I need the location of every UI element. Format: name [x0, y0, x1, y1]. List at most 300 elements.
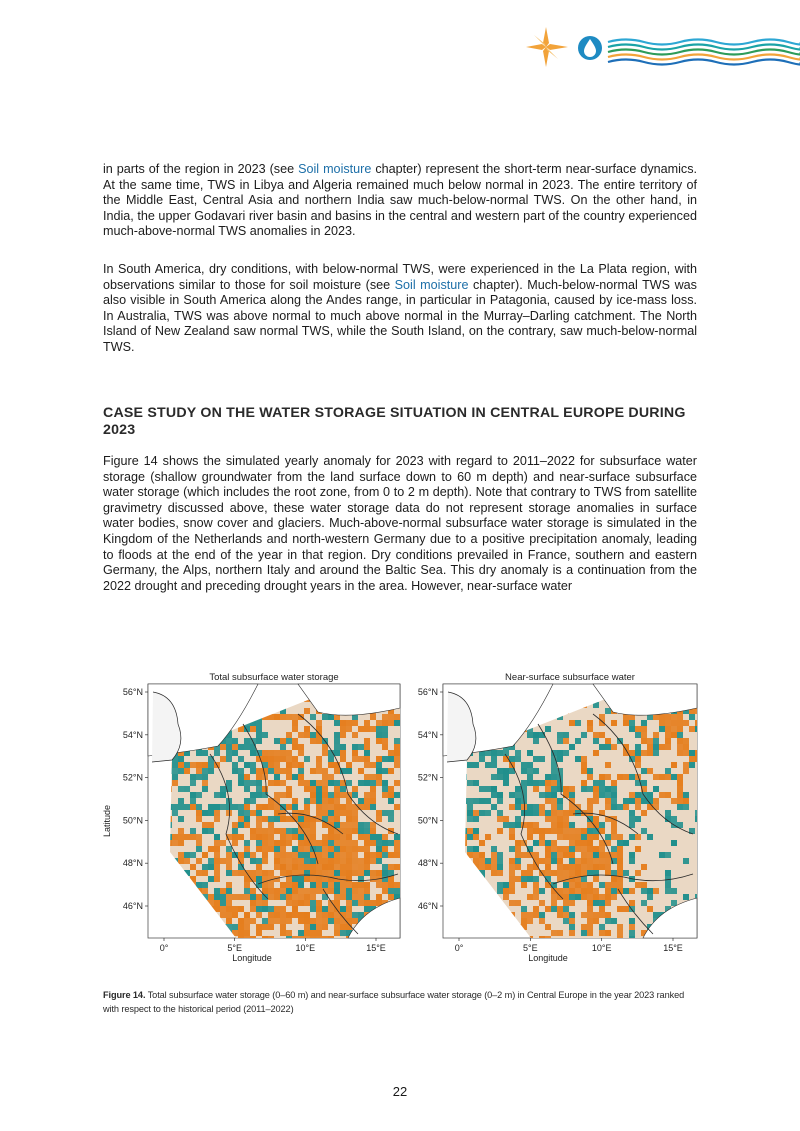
anomaly-cell	[665, 768, 671, 774]
anomaly-cell	[683, 720, 689, 726]
anomaly-cell	[394, 792, 400, 798]
anomaly-cell	[286, 738, 292, 744]
anomaly-cell	[521, 882, 527, 888]
anomaly-cell	[184, 852, 190, 858]
anomaly-cell	[190, 804, 196, 810]
anomaly-cell	[647, 894, 653, 900]
anomaly-cell	[298, 936, 304, 942]
anomaly-cell	[304, 780, 310, 786]
anomaly-cell	[563, 852, 569, 858]
anomaly-cell	[226, 846, 232, 852]
anomaly-cell	[340, 756, 346, 762]
anomaly-cell	[226, 864, 232, 870]
anomaly-cell	[467, 828, 473, 834]
anomaly-cell	[551, 792, 557, 798]
anomaly-cell	[665, 852, 671, 858]
anomaly-cell	[292, 774, 298, 780]
anomaly-cell	[382, 744, 388, 750]
anomaly-cell	[599, 858, 605, 864]
anomaly-cell	[364, 798, 370, 804]
anomaly-cell	[178, 852, 184, 858]
anomaly-cell	[593, 732, 599, 738]
anomaly-cell	[370, 858, 376, 864]
anomaly-cell	[605, 738, 611, 744]
anomaly-cell	[593, 750, 599, 756]
anomaly-cell	[328, 852, 334, 858]
anomaly-cell	[388, 786, 394, 792]
anomaly-cell	[178, 762, 184, 768]
anomaly-cell	[250, 888, 256, 894]
anomaly-cell	[683, 894, 689, 900]
anomaly-cell	[292, 828, 298, 834]
anomaly-cell	[388, 798, 394, 804]
anomaly-cell	[539, 900, 545, 906]
anomaly-cell	[382, 756, 388, 762]
anomaly-cell	[527, 912, 533, 918]
anomaly-cell	[196, 834, 202, 840]
anomaly-cell	[262, 906, 268, 912]
anomaly-cell	[587, 882, 593, 888]
anomaly-cell	[605, 798, 611, 804]
anomaly-cell	[286, 882, 292, 888]
anomaly-cell	[322, 906, 328, 912]
anomaly-cell	[292, 858, 298, 864]
anomaly-cell	[202, 828, 208, 834]
anomaly-cell	[665, 888, 671, 894]
anomaly-cell	[268, 834, 274, 840]
anomaly-cell	[605, 882, 611, 888]
anomaly-cell	[629, 936, 635, 942]
anomaly-cell	[202, 822, 208, 828]
anomaly-cell	[635, 882, 641, 888]
anomaly-cell	[581, 924, 587, 930]
anomaly-cell	[623, 906, 629, 912]
anomaly-cell	[364, 774, 370, 780]
anomaly-cell	[340, 846, 346, 852]
anomaly-cell	[370, 834, 376, 840]
anomaly-cell	[491, 858, 497, 864]
anomaly-cell	[557, 906, 563, 912]
anomaly-cell	[364, 888, 370, 894]
anomaly-cell	[346, 726, 352, 732]
anomaly-cell	[340, 888, 346, 894]
anomaly-cell	[250, 750, 256, 756]
anomaly-cell	[298, 900, 304, 906]
anomaly-cell	[388, 810, 394, 816]
anomaly-cell	[394, 888, 400, 894]
anomaly-cell	[605, 774, 611, 780]
anomaly-cell	[340, 840, 346, 846]
anomaly-cell	[226, 870, 232, 876]
anomaly-cell	[569, 846, 575, 852]
paragraph-figure-14-description	[103, 454, 697, 594]
anomaly-cell	[376, 726, 382, 732]
anomaly-cell	[539, 912, 545, 918]
anomaly-cell	[551, 804, 557, 810]
anomaly-cell	[346, 768, 352, 774]
anomaly-cell	[605, 792, 611, 798]
anomaly-cell	[310, 732, 316, 738]
anomaly-cell	[202, 768, 208, 774]
anomaly-cell	[256, 774, 262, 780]
anomaly-cell	[394, 738, 400, 744]
anomaly-cell	[286, 750, 292, 756]
anomaly-cell	[382, 792, 388, 798]
anomaly-cell	[509, 834, 515, 840]
anomaly-cell	[388, 714, 394, 720]
anomaly-cell	[232, 834, 238, 840]
anomaly-cell	[286, 912, 292, 918]
anomaly-cell	[340, 786, 346, 792]
anomaly-cell	[256, 924, 262, 930]
x-tick-label: 10°E	[591, 943, 612, 953]
anomaly-cell	[515, 798, 521, 804]
paragraph-text: in parts of the region in 2023 (see	[103, 162, 299, 176]
anomaly-cell	[178, 834, 184, 840]
anomaly-cell	[545, 798, 551, 804]
anomaly-cell	[623, 720, 629, 726]
anomaly-cell	[250, 828, 256, 834]
anomaly-cell	[545, 774, 551, 780]
anomaly-cell	[244, 918, 250, 924]
anomaly-cell	[539, 858, 545, 864]
anomaly-cell	[376, 858, 382, 864]
anomaly-cell	[587, 798, 593, 804]
anomaly-cell	[527, 774, 533, 780]
anomaly-cell	[593, 888, 599, 894]
anomaly-cell	[202, 870, 208, 876]
anomaly-cell	[485, 810, 491, 816]
anomaly-cell	[575, 804, 581, 810]
anomaly-cell	[280, 792, 286, 798]
anomaly-cell	[611, 786, 617, 792]
anomaly-cell	[322, 888, 328, 894]
anomaly-cell	[376, 756, 382, 762]
anomaly-cell	[533, 804, 539, 810]
anomaly-cell	[286, 918, 292, 924]
anomaly-cell	[262, 894, 268, 900]
anomaly-cell	[557, 870, 563, 876]
anomaly-cell	[683, 804, 689, 810]
anomaly-cell	[599, 852, 605, 858]
anomaly-cell	[545, 810, 551, 816]
anomaly-cell	[563, 834, 569, 840]
anomaly-cell	[370, 792, 376, 798]
anomaly-cell	[358, 858, 364, 864]
anomaly-cell	[184, 804, 190, 810]
anomaly-cell	[352, 918, 358, 924]
anomaly-cell	[557, 756, 563, 762]
anomaly-cell	[671, 774, 677, 780]
anomaly-cell	[226, 780, 232, 786]
anomaly-cell	[521, 780, 527, 786]
anomaly-cell	[256, 720, 262, 726]
paragraph-text: chapter) represent the short-term near-surface dynamics. At the same time, TWS in Libya and Algeria remained much below normal in 2023. The entire territory of the Middle East, Central Asia and northern India saw much-below-normal TWS. On the other hand, in India, the upper Godavari river basin and basins in the central and western part of the country experienced much-above-normal TWS anomalies in 2023.	[103, 162, 698, 239]
anomaly-cell	[262, 840, 268, 846]
anomaly-cell	[238, 894, 244, 900]
anomaly-cell	[623, 888, 629, 894]
anomaly-cell	[274, 762, 280, 768]
anomaly-cell	[286, 804, 292, 810]
anomaly-cell	[358, 822, 364, 828]
anomaly-cell	[172, 780, 178, 786]
anomaly-cell	[334, 930, 340, 936]
anomaly-cell	[286, 756, 292, 762]
anomaly-cell	[479, 864, 485, 870]
anomaly-cell	[376, 738, 382, 744]
anomaly-cell	[611, 792, 617, 798]
anomaly-cell	[232, 822, 238, 828]
anomaly-cell	[617, 882, 623, 888]
anomaly-cell	[280, 888, 286, 894]
anomaly-cell	[316, 804, 322, 810]
anomaly-cell	[569, 828, 575, 834]
anomaly-cell	[346, 828, 352, 834]
anomaly-cell	[316, 888, 322, 894]
anomaly-cell	[238, 936, 244, 942]
anomaly-cell	[214, 834, 220, 840]
anomaly-cell	[268, 840, 274, 846]
anomaly-cell	[232, 924, 238, 930]
anomaly-cell	[635, 804, 641, 810]
anomaly-cell	[473, 828, 479, 834]
anomaly-cell	[509, 888, 515, 894]
anomaly-cell	[316, 882, 322, 888]
anomaly-cell	[244, 822, 250, 828]
anomaly-cell	[358, 780, 364, 786]
anomaly-cell	[250, 918, 256, 924]
anomaly-cell	[515, 852, 521, 858]
anomaly-cell	[671, 888, 677, 894]
anomaly-cell	[569, 834, 575, 840]
anomaly-cell	[304, 888, 310, 894]
anomaly-cell	[557, 822, 563, 828]
anomaly-cell	[551, 852, 557, 858]
anomaly-cell	[358, 900, 364, 906]
anomaly-cell	[653, 804, 659, 810]
anomaly-cell	[491, 786, 497, 792]
anomaly-cell	[238, 804, 244, 810]
anomaly-cell	[479, 858, 485, 864]
anomaly-cell	[394, 720, 400, 726]
anomaly-cell	[316, 786, 322, 792]
anomaly-cell	[310, 894, 316, 900]
anomaly-cell	[695, 810, 700, 816]
anomaly-cell	[521, 912, 527, 918]
anomaly-cell	[328, 756, 334, 762]
anomaly-cell	[617, 870, 623, 876]
anomaly-cell	[503, 822, 509, 828]
anomaly-cell	[244, 762, 250, 768]
anomaly-cell	[647, 888, 653, 894]
anomaly-cell	[346, 852, 352, 858]
anomaly-cell	[292, 882, 298, 888]
anomaly-cell	[551, 768, 557, 774]
anomaly-cell	[292, 888, 298, 894]
anomaly-cell	[322, 864, 328, 870]
anomaly-cell	[629, 720, 635, 726]
anomaly-cell	[671, 798, 677, 804]
anomaly-cell	[593, 918, 599, 924]
anomaly-cell	[190, 834, 196, 840]
anomaly-cell	[274, 714, 280, 720]
anomaly-cell	[298, 912, 304, 918]
anomaly-cell	[382, 882, 388, 888]
anomaly-cell	[352, 750, 358, 756]
anomaly-cell	[551, 846, 557, 852]
anomaly-cell	[551, 840, 557, 846]
anomaly-cell	[364, 894, 370, 900]
figure-14-maps	[100, 668, 700, 968]
anomaly-cell	[593, 792, 599, 798]
anomaly-cell	[569, 792, 575, 798]
anomaly-cell	[364, 846, 370, 852]
anomaly-cell	[593, 852, 599, 858]
anomaly-cell	[298, 930, 304, 936]
anomaly-cell	[593, 780, 599, 786]
anomaly-cell	[659, 744, 665, 750]
anomaly-cell	[557, 798, 563, 804]
anomaly-cell	[328, 828, 334, 834]
y-axis-label: Latitude	[102, 804, 112, 838]
anomaly-cell	[605, 708, 611, 714]
anomaly-cell	[677, 714, 683, 720]
anomaly-cell	[551, 786, 557, 792]
anomaly-cell	[202, 852, 208, 858]
anomaly-cell	[340, 732, 346, 738]
anomaly-cell	[244, 936, 250, 942]
anomaly-cell	[232, 894, 238, 900]
anomaly-cell	[653, 738, 659, 744]
anomaly-cell	[370, 852, 376, 858]
anomaly-cell	[238, 930, 244, 936]
anomaly-cell	[340, 894, 346, 900]
soil-moisture-link[interactable]: Soil moisture	[298, 162, 372, 176]
anomaly-cell	[394, 852, 400, 858]
anomaly-cell	[545, 924, 551, 930]
anomaly-cell	[322, 846, 328, 852]
anomaly-cell	[569, 858, 575, 864]
anomaly-cell	[497, 870, 503, 876]
anomaly-cell	[334, 768, 340, 774]
anomaly-cell	[250, 834, 256, 840]
anomaly-cell	[238, 906, 244, 912]
anomaly-cell	[647, 792, 653, 798]
anomaly-cell	[617, 858, 623, 864]
anomaly-cell	[581, 894, 587, 900]
anomaly-cell	[370, 714, 376, 720]
anomaly-cell	[208, 768, 214, 774]
anomaly-cell	[533, 882, 539, 888]
anomaly-cell	[683, 768, 689, 774]
anomaly-cell	[334, 882, 340, 888]
y-tick-label: 48°N	[122, 858, 143, 869]
anomaly-cell	[292, 894, 298, 900]
anomaly-cell	[370, 774, 376, 780]
anomaly-cell	[244, 924, 250, 930]
anomaly-cell	[473, 858, 479, 864]
wave-lines-icon	[608, 40, 800, 65]
anomaly-cell	[370, 804, 376, 810]
anomaly-cell	[641, 720, 647, 726]
anomaly-cell	[533, 852, 539, 858]
anomaly-cell	[226, 882, 232, 888]
y-tick-label: 52°N	[417, 772, 438, 783]
anomaly-cell	[599, 732, 605, 738]
y-tick-label: 56°N	[122, 687, 143, 697]
anomaly-cell	[334, 810, 340, 816]
anomaly-cell	[328, 762, 334, 768]
anomaly-cell	[611, 798, 617, 804]
anomaly-cell	[334, 924, 340, 930]
anomaly-cell	[370, 762, 376, 768]
anomaly-cell	[310, 780, 316, 786]
anomaly-cell	[262, 816, 268, 822]
anomaly-cell	[497, 774, 503, 780]
anomaly-cell	[575, 834, 581, 840]
anomaly-cell	[671, 714, 677, 720]
anomaly-cell	[551, 816, 557, 822]
anomaly-cell	[250, 870, 256, 876]
anomaly-cell	[521, 768, 527, 774]
anomaly-cell	[268, 816, 274, 822]
anomaly-cell	[268, 924, 274, 930]
anomaly-cell	[304, 732, 310, 738]
anomaly-cell	[641, 882, 647, 888]
anomaly-cell	[364, 864, 370, 870]
anomaly-cell	[569, 894, 575, 900]
anomaly-cell	[256, 834, 262, 840]
anomaly-cell	[172, 840, 178, 846]
anomaly-cell	[557, 912, 563, 918]
anomaly-cell	[382, 864, 388, 870]
anomaly-cell	[497, 852, 503, 858]
anomaly-cell	[587, 834, 593, 840]
anomaly-cell	[677, 798, 683, 804]
anomaly-cell	[346, 894, 352, 900]
anomaly-cell	[635, 750, 641, 756]
anomaly-cell	[557, 894, 563, 900]
anomaly-cell	[635, 870, 641, 876]
anomaly-cell	[382, 714, 388, 720]
anomaly-cell	[268, 828, 274, 834]
anomaly-cell	[352, 786, 358, 792]
anomaly-cell	[178, 816, 184, 822]
anomaly-cell	[611, 852, 617, 858]
anomaly-cell	[545, 792, 551, 798]
anomaly-cell	[382, 840, 388, 846]
anomaly-cell	[605, 786, 611, 792]
anomaly-cell	[364, 906, 370, 912]
anomaly-cell	[304, 846, 310, 852]
anomaly-cell	[665, 882, 671, 888]
anomaly-cell	[587, 894, 593, 900]
anomaly-cell	[382, 738, 388, 744]
anomaly-cell	[551, 780, 557, 786]
anomaly-cell	[479, 840, 485, 846]
soil-moisture-link[interactable]: Soil moisture	[394, 277, 469, 292]
anomaly-cell	[364, 720, 370, 726]
anomaly-cell	[244, 810, 250, 816]
anomaly-cell	[677, 792, 683, 798]
anomaly-cell	[358, 888, 364, 894]
anomaly-cell	[503, 768, 509, 774]
anomaly-cell	[274, 816, 280, 822]
anomaly-cell	[232, 840, 238, 846]
anomaly-cell	[629, 798, 635, 804]
anomaly-cell	[256, 738, 262, 744]
anomaly-cell	[382, 870, 388, 876]
